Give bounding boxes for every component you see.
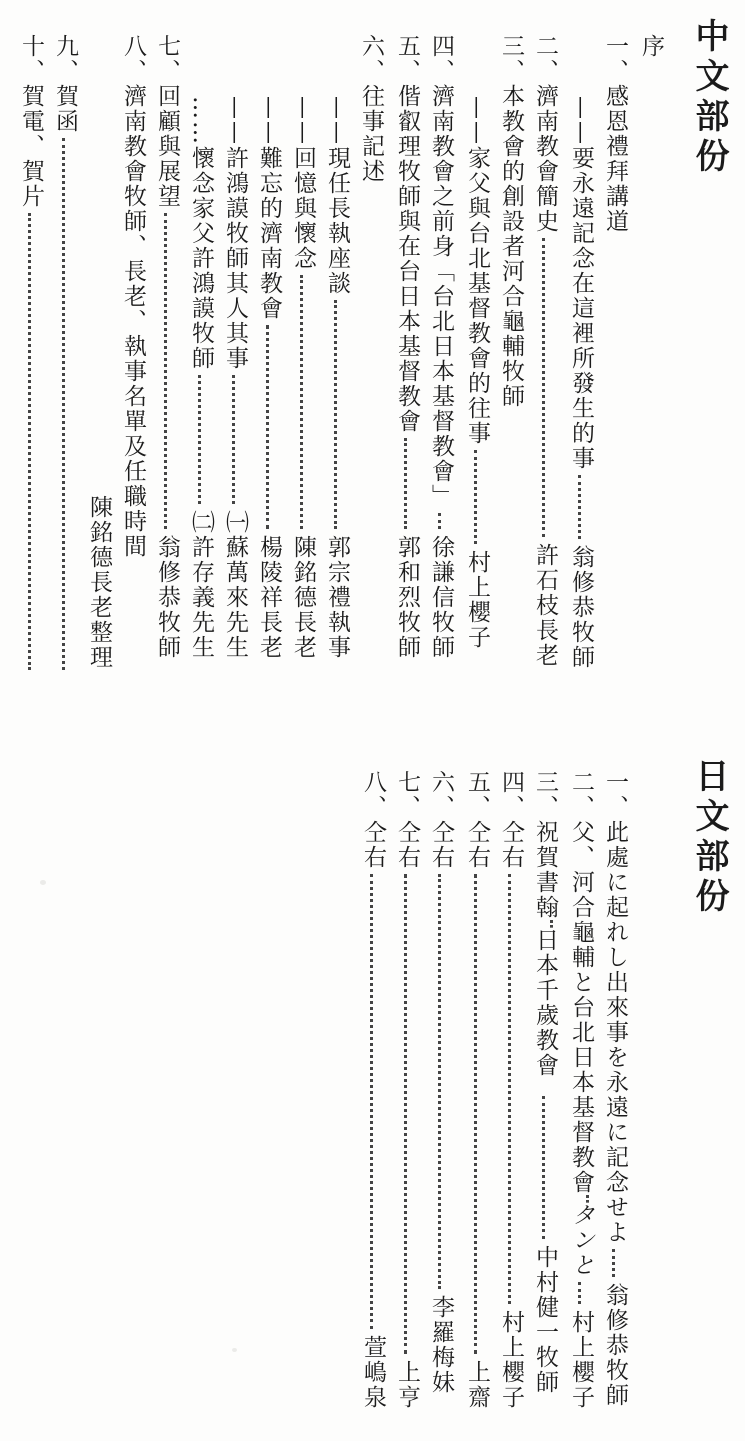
dot-leader bbox=[578, 1282, 581, 1304]
jp-toc-author: 中村健一牧師 bbox=[532, 1245, 558, 1395]
cn-toc-author: ㈠蘇萬來先生 bbox=[222, 510, 248, 660]
jp-toc-author: 翁修恭牧師 bbox=[602, 1283, 628, 1408]
entry-title: ……懷念家父許鴻謨牧師 bbox=[188, 96, 214, 371]
cn-toc-entry bbox=[288, 96, 318, 271]
entry-title: 偕叡理牧師與在台日本基督教會 bbox=[394, 84, 420, 434]
entry-title: ——回憶與懷念 bbox=[290, 96, 316, 271]
jp-toc-entry bbox=[566, 770, 602, 1278]
dot-leader bbox=[266, 325, 269, 529]
dot-leader bbox=[612, 1249, 615, 1277]
entry-number: 一、 bbox=[602, 34, 628, 84]
cn-toc-entry bbox=[426, 34, 456, 509]
jp-toc-entry bbox=[358, 770, 388, 870]
paper-spot bbox=[40, 880, 46, 885]
dot-leader bbox=[508, 874, 511, 1304]
entry-number: 六、 bbox=[358, 34, 384, 84]
cn-toc-entry bbox=[496, 34, 526, 409]
entry-title: 仝右 bbox=[464, 820, 490, 870]
entry-number: 七、 bbox=[154, 34, 180, 84]
jp-toc-author: 萱嶋泉 bbox=[360, 1335, 386, 1410]
cn-toc-entry bbox=[392, 34, 422, 434]
entry-number: 六、 bbox=[428, 770, 454, 820]
jp-toc-entry bbox=[530, 770, 566, 1092]
cn-toc-entry bbox=[462, 96, 492, 446]
paper-spot bbox=[232, 1348, 237, 1352]
dot-leader bbox=[586, 1195, 589, 1203]
dot-leader bbox=[474, 450, 477, 544]
entry-title: 父、河合龜輔と台北日本基督教會 bbox=[568, 820, 594, 1195]
entry-number: 十、 bbox=[18, 34, 44, 84]
entry-handwritten-note: タンと bbox=[568, 1203, 594, 1278]
entry-title: 仝右 bbox=[360, 820, 386, 870]
cn-toc-author: 陳銘德長老 bbox=[290, 535, 316, 660]
entry-number: 八、 bbox=[120, 34, 146, 84]
jp-toc-author: 村上櫻子 bbox=[498, 1310, 524, 1410]
entry-title: 濟南教會牧師、長老、執事名單及任職時間 bbox=[120, 84, 146, 559]
entry-title: 濟南教會之前身「台北日本基督教會」 bbox=[428, 84, 454, 509]
entry-number: 一、 bbox=[602, 770, 628, 820]
dot-leader bbox=[370, 874, 373, 1329]
dot-leader bbox=[438, 513, 441, 529]
jp-toc-entry bbox=[600, 770, 630, 1245]
entry-title: ——家父與台北基督教會的往事 bbox=[464, 96, 490, 446]
jp-toc-author: 上亨 bbox=[394, 1360, 420, 1410]
dot-leader bbox=[550, 920, 553, 928]
cn-toc-author: 徐謙信牧師 bbox=[428, 535, 454, 660]
jp-toc-author: 李羅梅妹 bbox=[428, 1295, 454, 1395]
cn-toc-entry bbox=[322, 96, 352, 296]
entry-number: 五、 bbox=[464, 770, 490, 820]
jp-toc-author: 村上櫻子 bbox=[568, 1310, 594, 1410]
cn-toc-entry bbox=[356, 34, 386, 184]
entry-number: 三、 bbox=[532, 770, 558, 820]
japanese-section-title: 日文部份 bbox=[689, 758, 729, 918]
entry-title: 仝右 bbox=[428, 820, 454, 870]
entry-number: 二、 bbox=[532, 34, 558, 84]
entry-church: 日本千歲教會 bbox=[532, 928, 558, 1078]
dot-leader bbox=[232, 375, 235, 504]
cn-toc-entry bbox=[566, 96, 596, 471]
cn-toc-entry bbox=[220, 96, 250, 371]
cn-toc-entry bbox=[254, 96, 284, 321]
entry-title: ——要永遠記念在這裡所發生的事 bbox=[568, 96, 594, 471]
jp-toc-entry bbox=[426, 770, 456, 870]
dot-leader bbox=[578, 475, 581, 539]
cn-toc-author: 許石枝長老 bbox=[532, 543, 558, 668]
dot-leader bbox=[542, 238, 545, 537]
entry-number: 四、 bbox=[498, 770, 524, 820]
entry-number: 四、 bbox=[428, 34, 454, 84]
dot-leader bbox=[164, 213, 167, 529]
cn-toc-entry bbox=[50, 34, 80, 134]
entry-title: 往事記述 bbox=[358, 84, 384, 184]
entry-title: 本教會的創設者河合龜輔牧師 bbox=[498, 84, 524, 409]
dot-leader bbox=[542, 1096, 545, 1239]
entry-title: 祝賀書翰 bbox=[532, 820, 558, 920]
cn-toc-author: 翁修恭牧師 bbox=[568, 545, 594, 670]
dot-leader bbox=[474, 874, 477, 1354]
cn-toc-entry bbox=[152, 34, 182, 209]
entry-title: 賀函 bbox=[52, 84, 78, 134]
cn-toc-entry bbox=[16, 34, 46, 209]
entry-title: 賀電、賀片 bbox=[18, 84, 44, 209]
dot-leader bbox=[404, 438, 407, 529]
entry-title: ——許鴻謨牧師其人其事 bbox=[222, 96, 248, 371]
cn-toc-author: 翁修恭牧師 bbox=[154, 535, 180, 660]
chinese-section-title: 中文部份 bbox=[689, 18, 729, 178]
cn-toc-author: 楊陵祥長老 bbox=[256, 535, 282, 660]
cn-toc-author: 郭宗禮執事 bbox=[324, 535, 350, 660]
cn-toc-entry bbox=[530, 34, 560, 234]
dot-leader bbox=[404, 874, 407, 1354]
cn-toc-entry bbox=[600, 34, 630, 234]
entry-number: 八、 bbox=[360, 770, 386, 820]
dot-leader bbox=[198, 375, 201, 504]
dot-leader bbox=[438, 874, 441, 1289]
jp-toc-entry bbox=[462, 770, 492, 870]
cn-toc-entry bbox=[118, 34, 148, 559]
cn-toc-author: 陳銘德長老整理 bbox=[86, 495, 112, 670]
entry-title: 濟南教會簡史 bbox=[532, 84, 558, 234]
entry-title: 此處に起れし出來事を永遠に記念せよ bbox=[602, 820, 628, 1245]
jp-toc-entry bbox=[496, 770, 526, 870]
entry-title: 仝右 bbox=[498, 820, 524, 870]
cn-toc-author: ㈡許存義先生 bbox=[188, 510, 214, 660]
dot-leader bbox=[300, 275, 303, 529]
dot-leader bbox=[62, 138, 65, 670]
jp-toc-entry bbox=[392, 770, 422, 870]
entry-title: ——現任長執座談 bbox=[324, 96, 350, 296]
dot-leader bbox=[334, 300, 337, 529]
entry-number: 九、 bbox=[52, 34, 78, 84]
cn-toc-author: 郭和烈牧師 bbox=[394, 535, 420, 660]
entry-number: 二、 bbox=[568, 770, 594, 820]
preface: 序 bbox=[638, 34, 664, 59]
jp-toc-author: 上齋 bbox=[464, 1360, 490, 1410]
cn-toc-entry bbox=[186, 96, 216, 371]
entry-title: ——難忘的濟南教會 bbox=[256, 96, 282, 321]
dot-leader bbox=[28, 213, 31, 670]
entry-number: 五、 bbox=[394, 34, 420, 84]
entry-title: 仝右 bbox=[394, 820, 420, 870]
entry-title: 感恩禮拜講道 bbox=[602, 84, 628, 234]
entry-number: 三、 bbox=[498, 34, 524, 84]
entry-title: 回顧與展望 bbox=[154, 84, 180, 209]
entry-number: 七、 bbox=[394, 770, 420, 820]
cn-toc-author: 村上櫻子 bbox=[464, 550, 490, 650]
